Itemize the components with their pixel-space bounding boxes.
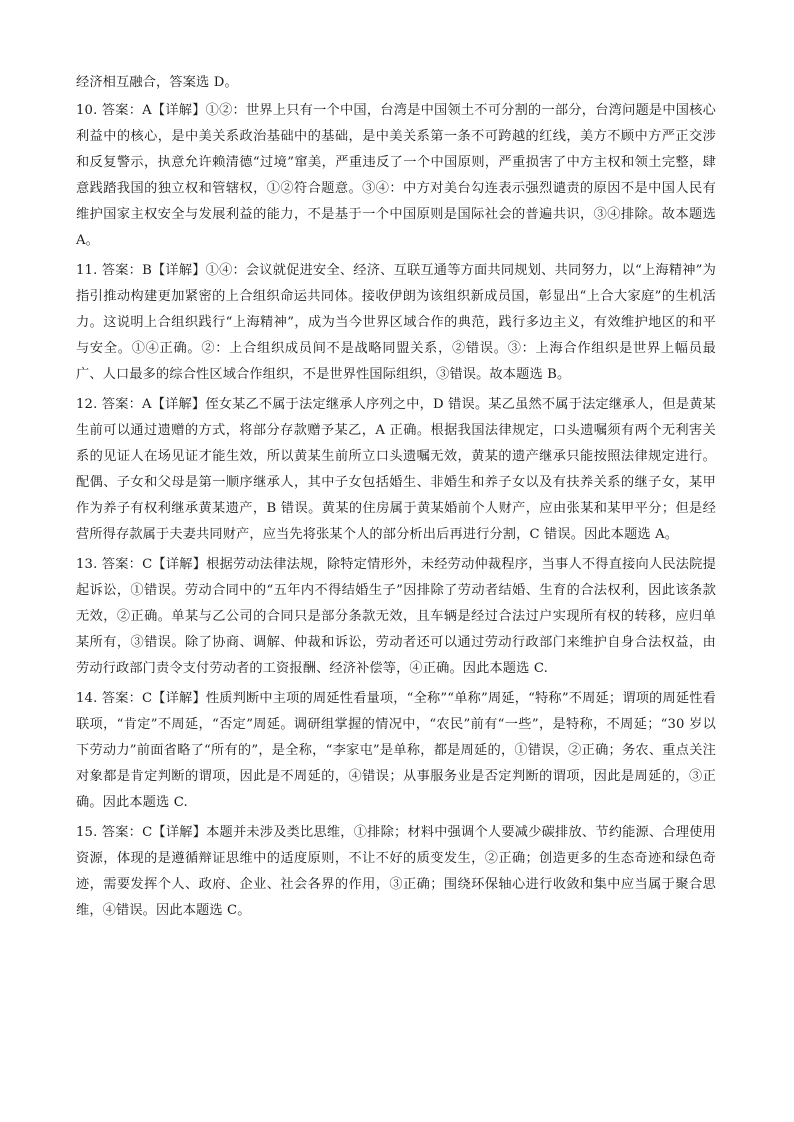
answer-15: 15. 答案：C【详解】本题并未涉及类比思维，①排除；材料中强调个人要减少碳排放、节约能源、合理使用资源，体现的是遵循辩证思维中的适度原则，不让不好的质变发生，②正确；创造更多的生态奇迹和绿色奇迹，需要发挥个人、政府、企业、社会各界的作用，③正确；围绕环保轴心进行收敛和集中应当属于聚合思维，④错误。因此本题选 C。 bbox=[76, 825, 716, 918]
answer-14: 14. 答案：C【详解】性质判断中主项的周延性看量项，“全称”“单称”周延，“特称”不周延；谓项的周延性看联项，“肯定”不周延，“否定”周延。调研组掌握的情况中，“农民”前有“一些”，是特称，不周延；“30 岁以下劳动力”前面省略了“所有的”，是全称，“李家屯”是单称，都是周延的，①错误，②正确；务农、重点关注对象都是肯定判断的谓项，因此是不周延的，④错误；从事服务业是否定判断的谓项，因此是周延的，③正确。因此本题选 C. bbox=[76, 691, 716, 810]
answer-13: 13. 答案：C【详解】根据劳动法律法规，除特定情形外，未经劳动仲裁程序，当事人不得直接向人民法院提起诉讼，①错误。劳动合同中的“五年内不得结婚生子”因排除了劳动者结婚、生育的合法权利，因此该条款无效，②正确。单某与乙公司的合同只是部分条款无效，且车辆是经过合法过户实现所有权的转移，应归单某所有，③错误。除了协商、调解、仲裁和诉讼，劳动者还可以通过劳动行政部门来维护自身合法权益，由劳动行政部门责令支付劳动者的工资报酬、经济补偿等，④正确。因此本题选 C. bbox=[76, 557, 716, 676]
paragraph-continuation: 经济相互融合，答案选 D。 bbox=[76, 75, 238, 90]
answer-12: 12. 答案：A【详解】侄女某乙不属于法定继承人序列之中，D 错误。某乙虽然不属于法定继承人，但是黄某生前可以通过遗赠的方式，将部分存款赠予某乙，A 正确。根据我国法律规定，口头遗嘱须有两个无利害关系的见证人在场见证才能生效，所以黄某生前所立口头遗嘱无效，黄某的遗产继承只能按照法律规定进行。配偶、子女和父母是第一顺序继承人，其中子女包括婚生、非婚生和养子女以及有扶养关系的继子女，某甲作为养子有权利继承黄某遗产，B 错误。黄某的住房属于黄某婚前个人财产，应由张某和某甲平分；但是经营所得存款属于夫妻共同财产，应当先将张某个人的部分析出后再进行分割，C 错误。因此本题选 A。 bbox=[76, 397, 716, 542]
answer-10: 10. 答案：A【详解】①②：世界上只有一个中国，台湾是中国领土不可分割的一部分，台湾问题是中国核心利益中的核心，是中美关系政治基础中的基础，是中美关系第一条不可跨越的红线，美方不顾中方严正交涉和反复警示，执意允许赖清德“过境”窜美，严重违反了一个中国原则，严重损害了中方主权和领土完整，肆意践踏我国的独立权和管辖权，①②符合题意。③④：中方对美台勾连表示强烈谴责的原因不是中国人民有维护国家主权安全与发展利益的能力，不是基于一个中国原则是国际社会的普遍共识，③④排除。故本题选 A。 bbox=[76, 103, 716, 248]
answer-explanations bbox=[76, 70, 716, 928]
answer-11: 11. 答案：B【详解】①④：会议就促进安全、经济、互联互通等方面共同规划、共同努力，以“上海精神”为指引推动构建更加紧密的上合组织命运共同体。接收伊朗为该组织新成员国，彰显出“上合大家庭”的生机活力。这说明上合组织践行“上海精神”，成为当今世界区域合作的典范，践行多边主义，有效维护地区的和平与安全。①④正确。②：上合组织成员间不是战略同盟关系，②错误。③：上海合作组织是世界上幅员最广、人口最多的综合性区域合作组织，不是世界性国际组织，③错误。故本题选 B。 bbox=[76, 263, 716, 382]
